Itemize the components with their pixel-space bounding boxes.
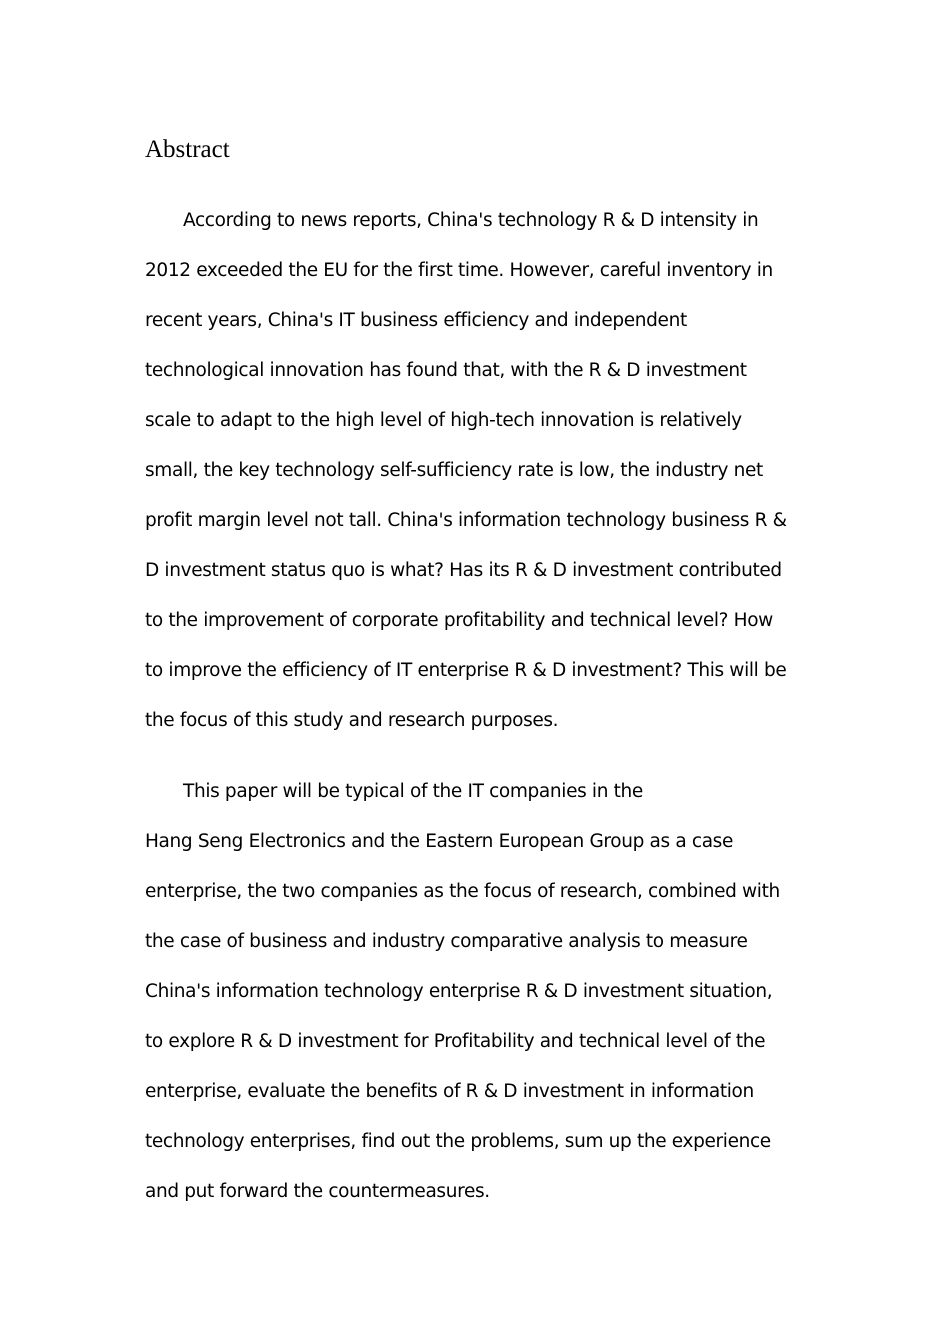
text-line: According to news reports, China's technology R & D intensity in — [183, 210, 759, 231]
text-line: 2012 exceeded the EU for the first time. However, careful inventory in — [145, 260, 773, 281]
text-line: the case of business and industry comparative analysis to measure — [145, 931, 748, 952]
text-line: the focus of this study and research purposes. — [145, 710, 559, 731]
text-line: enterprise, the two companies as the focus of research, combined with — [145, 881, 780, 902]
text-line: to explore R & D investment for Profitability and technical level of the — [145, 1031, 766, 1052]
text-line: China's information technology enterprise R & D investment situation, — [145, 981, 773, 1002]
text-line: small, the key technology self-sufficiency rate is low, the industry net — [145, 460, 763, 481]
text-line: recent years, China's IT business efficiency and independent — [145, 310, 687, 331]
text-line: scale to adapt to the high level of high-tech innovation is relatively — [145, 410, 742, 431]
text-line: and put forward the countermeasures. — [145, 1181, 490, 1202]
text-line: to improve the efficiency of IT enterprise R & D investment? This will be — [145, 660, 787, 681]
text-line: to the improvement of corporate profitability and technical level? How — [145, 610, 773, 631]
text-line: technological innovation has found that, with the R & D investment — [145, 360, 747, 381]
text-line: enterprise, evaluate the benefits of R & D investment in information — [145, 1081, 754, 1102]
text-line: This paper will be typical of the IT companies in the — [183, 781, 643, 802]
abstract-heading: Abstract — [145, 136, 230, 163]
text-line: profit margin level not tall. China's information technology business R & — [145, 510, 787, 531]
text-line: Hang Seng Electronics and the Eastern European Group as a case — [145, 831, 733, 852]
text-line: technology enterprises, find out the problems, sum up the experience — [145, 1131, 771, 1152]
text-line: D investment status quo is what? Has its R & D investment contributed — [145, 560, 782, 581]
